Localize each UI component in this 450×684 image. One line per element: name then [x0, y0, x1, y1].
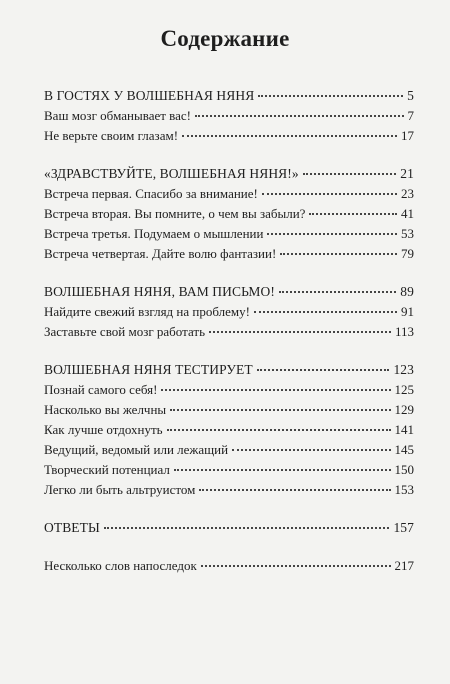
- toc-entry-label: Встреча первая. Спасибо за внимание!: [44, 186, 258, 201]
- toc-entry: [44, 322, 414, 342]
- toc-page-number: 129: [394, 402, 414, 417]
- dot-leader: [104, 527, 390, 529]
- dot-leader: [258, 95, 403, 97]
- toc-group: [44, 164, 414, 264]
- toc-entry-label: Творческий потенциал: [44, 462, 170, 477]
- toc-section-entry: [44, 360, 414, 380]
- toc-entry-label: Несколько слов напоследок: [44, 558, 197, 573]
- toc-entry: [44, 400, 414, 420]
- toc-page-number: 23: [401, 186, 414, 201]
- toc-page-number: 150: [394, 462, 414, 477]
- toc-entry-label: ВОЛШЕБНАЯ НЯНЯ ТЕСТИРУЕТ: [44, 362, 253, 377]
- toc-group: [44, 360, 414, 500]
- toc-group: [44, 556, 414, 576]
- toc-entry-label: ОТВЕТЫ: [44, 520, 100, 535]
- dot-leader: [309, 213, 397, 215]
- toc-entry-label: Заставьте свой мозг работать: [44, 324, 206, 339]
- toc-entry: [44, 480, 414, 500]
- table-of-contents: [44, 86, 414, 594]
- toc-entry-label: Не верьте своим глазам!: [44, 128, 179, 143]
- toc-entry: [44, 126, 414, 146]
- dot-leader: [262, 193, 397, 195]
- toc-section-entry: [44, 282, 414, 302]
- toc-page-number: 153: [394, 482, 414, 497]
- dot-leader: [182, 135, 397, 137]
- toc-entry-label: Встреча вторая. Вы помните, о чем вы забыли?: [44, 206, 306, 221]
- toc-section-entry: [44, 86, 414, 106]
- toc-page-number: 113: [394, 324, 414, 339]
- dot-leader: [161, 389, 390, 391]
- toc-entry: [44, 420, 414, 440]
- toc-page-number: 125: [394, 382, 414, 397]
- dot-leader: [167, 429, 391, 431]
- dot-leader: [280, 253, 397, 255]
- dot-leader: [195, 115, 403, 117]
- toc-page-number: 53: [401, 226, 414, 241]
- dot-leader: [199, 489, 390, 491]
- toc-page-number: 17: [401, 128, 414, 143]
- toc-entry: [44, 460, 414, 480]
- toc-group: [44, 282, 414, 342]
- toc-entry: [44, 380, 414, 400]
- toc-page-number: 157: [393, 520, 414, 535]
- toc-entry-label: Как лучше отдохнуть: [44, 422, 163, 437]
- toc-entry: [44, 106, 414, 126]
- toc-section-entry: [44, 164, 414, 184]
- dot-leader: [174, 469, 391, 471]
- dot-leader: [257, 369, 390, 371]
- dot-leader: [170, 409, 390, 411]
- dot-leader: [279, 291, 396, 293]
- toc-entry-label: Легко ли быть альтруистом: [44, 482, 196, 497]
- toc-entry-label: «ЗДРАВСТВУЙТЕ, ВОЛШЕБНАЯ НЯНЯ!»: [44, 166, 299, 181]
- dot-leader: [232, 449, 390, 451]
- toc-page-number: 41: [401, 206, 414, 221]
- toc-group: [44, 518, 414, 538]
- toc-page-number: 123: [393, 362, 414, 377]
- toc-entry-label: Познай самого себя!: [44, 382, 158, 397]
- toc-entry-label: В ГОСТЯХ У ВОЛШЕБНАЯ НЯНЯ: [44, 88, 255, 103]
- toc-page-number: 5: [407, 88, 414, 103]
- toc-page-number: 145: [394, 442, 414, 457]
- toc-entry-label: ВОЛШЕБНАЯ НЯНЯ, ВАМ ПИСЬМО!: [44, 284, 275, 299]
- toc-group: [44, 86, 414, 146]
- dot-leader: [209, 331, 391, 333]
- toc-entry: [44, 302, 414, 322]
- dot-leader: [201, 565, 391, 567]
- toc-entry-label: Встреча четвертая. Дайте волю фантазии!: [44, 246, 277, 261]
- toc-entry-label: Встреча третья. Подумаем о мышлении: [44, 226, 264, 241]
- toc-entry: [44, 184, 414, 204]
- toc-entry-label: Насколько вы желчны: [44, 402, 167, 417]
- toc-entry: [44, 440, 414, 460]
- toc-page-number: 79: [401, 246, 414, 261]
- toc-entry-label: Ваш мозг обманывает вас!: [44, 108, 192, 123]
- dot-leader: [254, 311, 397, 313]
- dot-leader: [303, 173, 397, 175]
- dot-leader: [267, 233, 397, 235]
- toc-page-number: 91: [401, 304, 414, 319]
- toc-page-number: 7: [407, 108, 414, 123]
- toc-entry: [44, 244, 414, 264]
- toc-page-number: 217: [394, 558, 414, 573]
- toc-entry: [44, 204, 414, 224]
- toc-entry: [44, 224, 414, 244]
- toc-page-number: 141: [394, 422, 414, 437]
- toc-section-entry: [44, 518, 414, 538]
- toc-entry: [44, 556, 414, 576]
- toc-page-number: 21: [400, 166, 414, 181]
- toc-entry-label: Найдите свежий взгляд на проблему!: [44, 304, 250, 319]
- toc-page-number: 89: [400, 284, 414, 299]
- toc-entry-label: Ведущий, ведомый или лежащий: [44, 442, 229, 457]
- page-title: Содержание: [160, 26, 290, 51]
